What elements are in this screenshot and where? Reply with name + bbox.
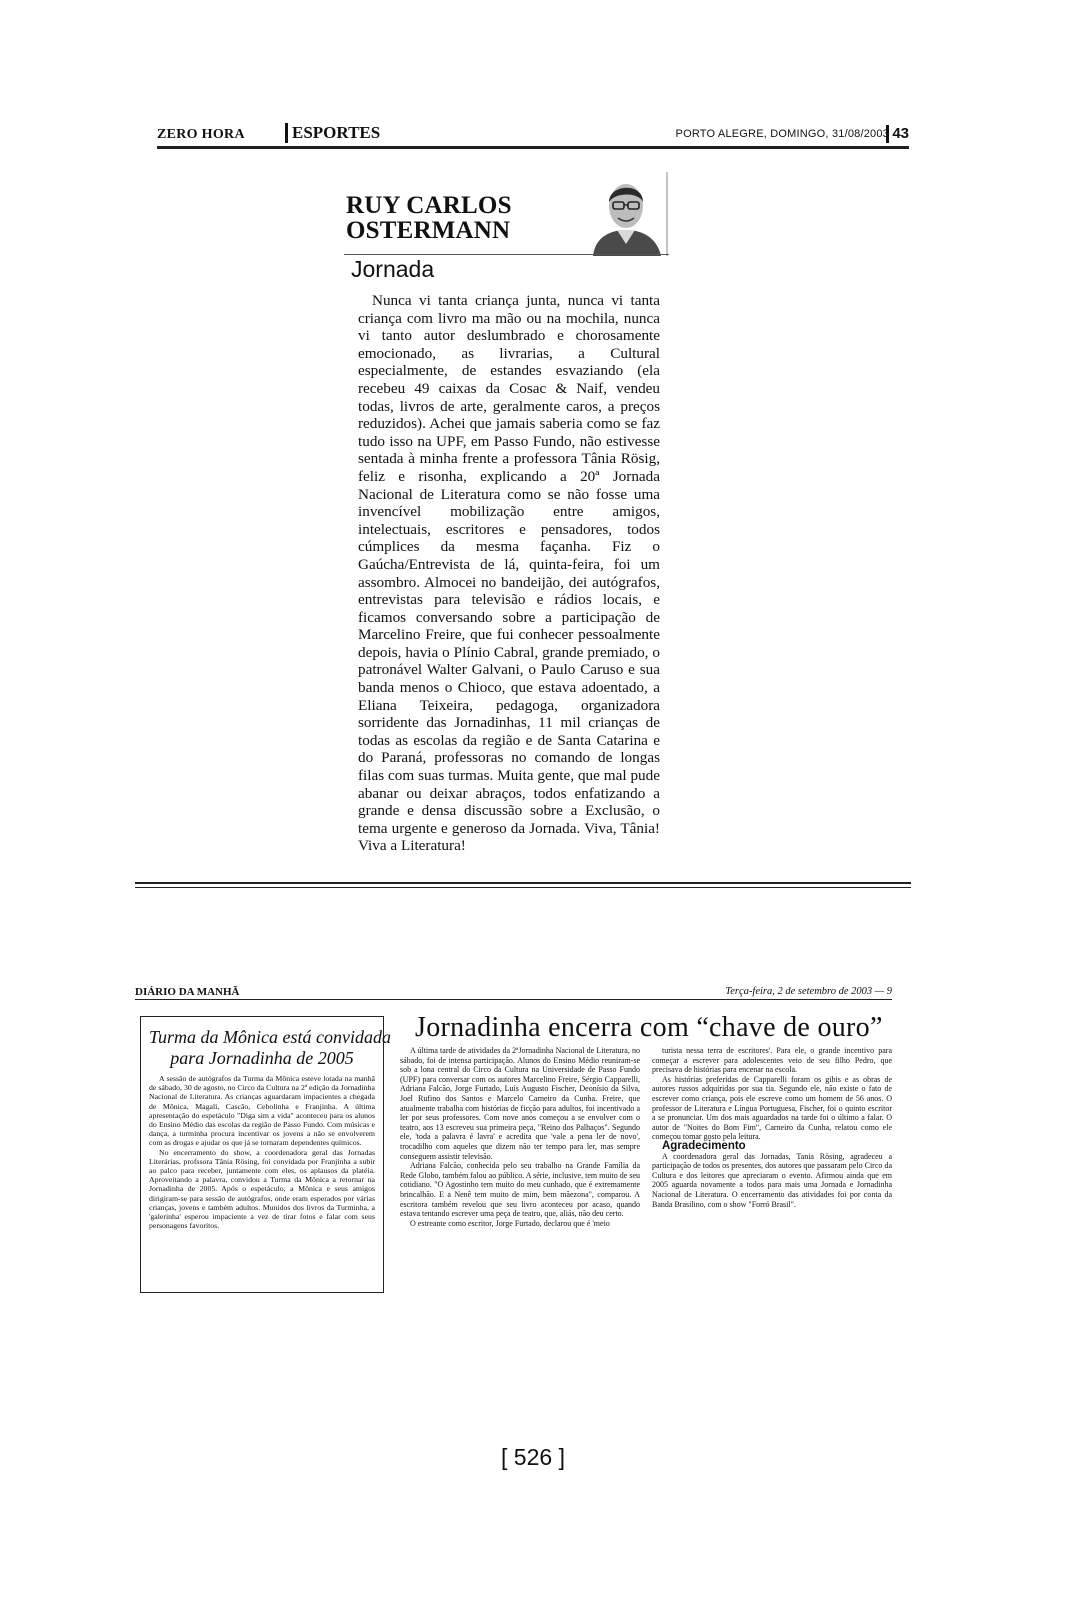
zh-section-name: ESPORTES: [285, 123, 380, 143]
sidebar-box: [140, 1016, 391, 1293]
sidebar-title-line-1: Turma da Mônica está convidada: [149, 1027, 391, 1047]
sidebar-title-line-2: para Jornadinha de 2005: [170, 1048, 354, 1068]
sidebar-paragraph: A sessão de autógrafos da Turma da Mônica esteve lotada na manhã de sábado, 30 de agosto, no Circo da Cultura na 2ª edição da Jornadinha Nacional de Literatura. As crianças aguardaram impacientes a chegada de Mônica, Magali, Cascão, Cebolinha e Franjinha. A última apresentação do espetáculo "Diga sim a vida" aconteceu para os alunos do Ensino Médio das escolas da região de Passo Fundo. Com músicas e dança, a turminha procura incentivar os jovens a não se envolverem com as drogas e ajudar os que já se tornaram dependentes químicos.: [149, 1074, 375, 1148]
article-paragraph: A última tarde de atividades da 2ªJornadinha Nacional de Literatura, no sábado, foi de intensa participação. Alunos do Ensino Médio reuniram-se sob a lona central do Circo da Cultura na Universidade de Passo Fundo (UPF) para conversar com os autores Marcelino Freire, Sérgio Capparelli, Adriana Falcão, Jorge Furtado, Luís Augusto Fischer, Deonísio da Silva, Joel Rufino dos Santos e Marcelo Carneiro da Cunha. Freire, que atualmente trabalha com histórias de ficção para adultos, foi incentivado a ler por seus professores. Com nove anos começou a se envolver com o teatro, aos 13 escreveu sua primeira peça, "Reino dos Palhaços". Segundo ele, 'toda a palavra é lavra' e acredita que 'vale a pena ler de novo', trocadilho com aqueles que dizem não ter tempo para ler, mas sempre conseguem assistir televisão.: [400, 1046, 640, 1161]
article-paragraph: A coordenadora geral das Jornadas, Tania Rösing, agradeceu a participação de todos os presentes, dos autores que passaram pelo Circo da Cultura e dos leitores que apreciaram o evento. Afirmou ainda que em 2005 aguarda novamente a todos para mais uma Jornada e Jornadinha Nacional de Literatura. O encerramento das atividades foi por conta da Banda Brasilino, com o show "Forró Brasil".: [652, 1151, 892, 1209]
column-author: [346, 193, 512, 243]
dm-newspaper-name: DIÁRIO DA MANHÃ: [135, 986, 240, 998]
zh-header-rule: [157, 146, 909, 149]
zh-newspaper-name: ZERO HORA: [157, 127, 245, 142]
document-page-number: [ 526 ]: [501, 1444, 565, 1470]
column-body: Nunca vi tanta criança junta, nunca vi tanta criança com livro ma mão ou na mochila, nunca vi tanto autor deslumbrado e chorosamente emocionado, as livrarias, a Cultural especialmente, de estandes esvaziando (ela recebeu 49 caixas da Cosac & Naif, vendeu todas, livros de arte, geralmente caros, a preços reduzidos). Achei que jamais saberia como se faz tudo isso na UPF, em Passo Fundo, não estivesse sentada à minha frente a professora Tânia Rösig, feliz e risonha, explicando a 20ª Jornada Nacional de Literatura como se não fosse uma invencível mobilização entre amigos, intelectuais, escritores e pensadores, todos cúmplices da mesma façanha. Fiz o Gaúcha/Entrevista de lá, quinta-feira, foi um assombro. Almocei no bandeijão, dei autógrafos, entrevistas para televisão e rádios locais, e ficamos conversando sobre a participação de Marcelino Freire, que fui conhecer pessoalmente depois, havia o Plínio Cabral, grande premiado, o patronável Walter Galvani, o Paulo Caruso e sua banda menos o Chioco, que estava adoentado, a Eliana Teixeira, pedagoga, organizadora sorridente das Jornadinhas, 11 mil crianças de todas as escolas da região e de Santa Catarina e do Paraná, professoras no comando de longas filas com suas turmas. Muita gente, que mal pude abanar ou deixar abraços, todos enfatizando a grande e densa discussão sobre a Exclusão, o tema urgente e generoso da Jornada. Viva, Tânia! Viva a Literatura!: [358, 292, 660, 855]
zh-dateline: PORTO ALEGRE, DOMINGO, 31/08/2003: [675, 128, 889, 140]
article-paragraph: Adriana Falcão, conhecida pelo seu trabalho na Grande Família da Rede Globo, também falou ao público. A série, inclusive, tem muito de seu cotidiano. "O Agostinho tem muito do meu cunhado, que é extremamente brincalhão. E a Nenê tem muito de mim, bem mãezona", comparou. A escritora também revelou que seu livro aconteceu por acaso, quando estava tentando escrever uma peça de teatro, que, aliás, não deu certo.: [400, 1161, 640, 1219]
article-column-2: [652, 1046, 892, 1209]
article-column-1: [400, 1046, 640, 1228]
article-subheading: Agradecimento: [662, 1139, 746, 1152]
article-paragraph: O estreante como escritor, Jorge Furtado, declarou que é 'meio: [410, 1218, 610, 1228]
sidebar-paragraph: No encerramento do show, a coordenadora geral das Jornadas Literárias, profssora Tânia Rösing, foi convidada por Franjinha a subir ao palco para receber, juntamente com eles, os aplausos da platéia. Aproveitando a palavra, convidou a Turma da Mônica a retornar na Jornadinha de 2005. Após o espetáculo, a Mônica e seus amigos dirigiram-se para sessão de autógrafos, onde eram esperados por várias crianças, jovens e também adultos. Munidos dos livros da Turminha, a 'galerinha' esperou impaciente a vez de tirar fotos e falar com seus personagens favoritos.: [149, 1147, 375, 1231]
article-paragraph: As histórias preferidas de Capparelli foram os gibis e as obras de autores russos adquiridas por sua tia. Segundo ele, não existe o fato de escrever como criança, pois ele escreve como um homem de 56 anos. O professor de Literatura e Língua Portuguesa, Fischer, foi o quinto escritor a se pronunciar. Um dos mais aguardados na tarde foi o último a falar. O autor de "Noites do Bom Fim", Carneiro da Cunha, relatou como ele começou tomar gosto pela leitura.: [652, 1074, 892, 1142]
column-title: Jornada: [351, 256, 435, 282]
zh-page-number: 43: [886, 125, 909, 143]
sidebar-title: [149, 1027, 391, 1069]
dm-header-rule: [135, 999, 892, 1000]
author-photo: [583, 172, 669, 256]
article-paragraph: turista nessa terra de escritores'. Para ele, o grande incentivo para começar a escrever para adolescentes veio de seu filho Pedro, que precisava de histórias para encenar na escola.: [652, 1046, 892, 1075]
dm-dateline: Terça-feira, 2 de setembro de 2003 — 9: [725, 986, 892, 997]
sidebar-body: [149, 1074, 375, 1230]
clipping-separator-thin: [135, 887, 911, 888]
author-line-2: OSTERMANN: [346, 217, 511, 244]
author-line-1: RUY CARLOS: [346, 192, 512, 219]
clipping-separator: [135, 882, 911, 884]
dm-headline: Jornadinha encerra com “chave de ouro”: [415, 1012, 883, 1043]
